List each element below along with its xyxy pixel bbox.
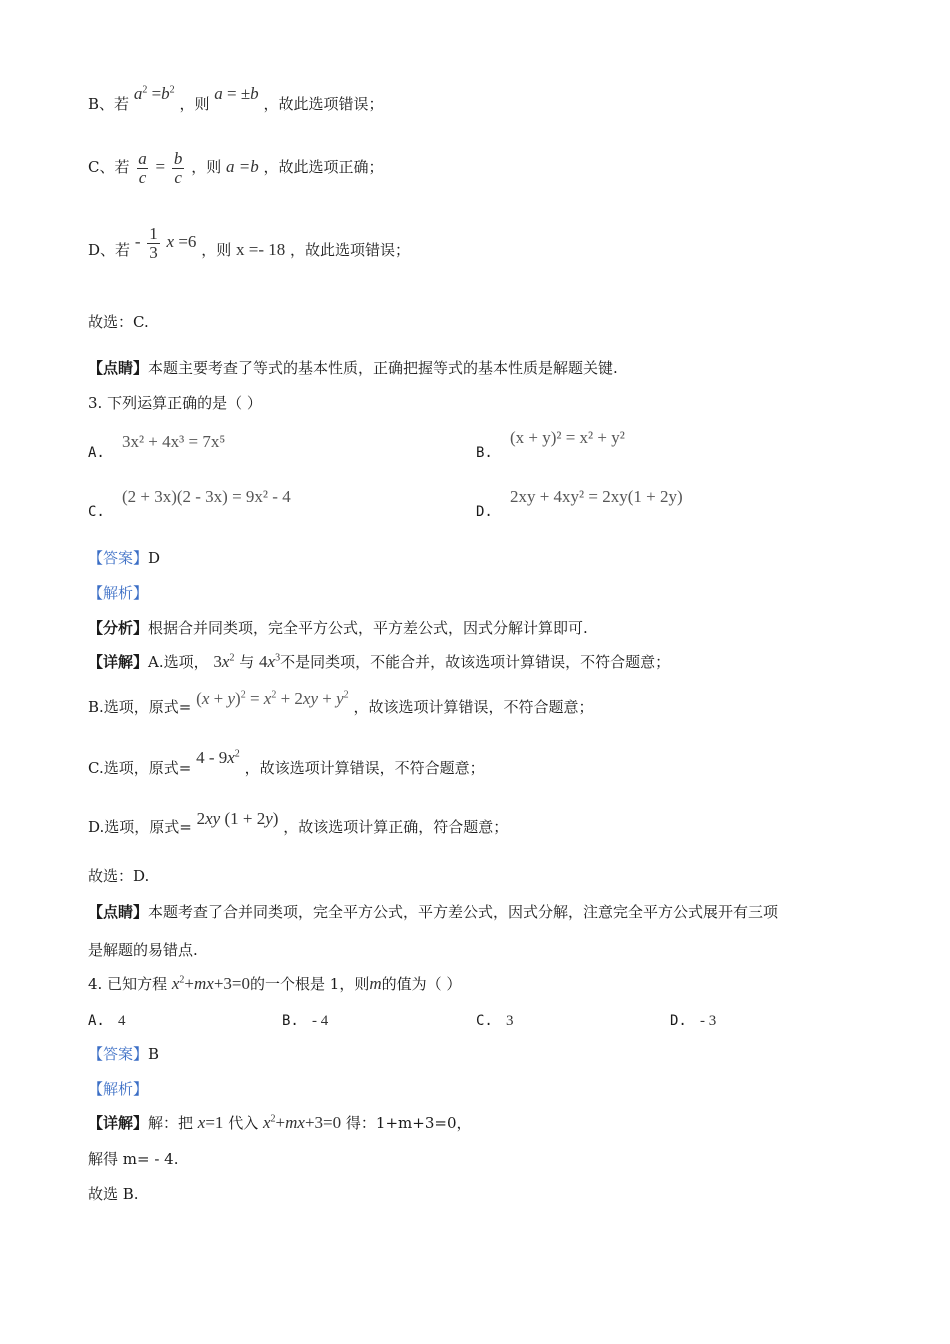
q4-stem: 4. 已知方程 $x^2+mx+3=0$的一个根是 1，则m的值为（ ）	[88, 974, 462, 993]
fraction-a-over-c: $\frac{a}{c}$	[138, 148, 147, 187]
q2-comment: 【点睛】本题主要考查了等式的基本性质，正确把握等式的基本性质是解题关键.	[88, 359, 618, 377]
q2-option-b: B、若 $a^2 =b^2$ ，则 a = ±b ，故此选项错误；	[88, 84, 384, 113]
q2-d-condition: x =6	[166, 232, 197, 251]
q3-detail-d: D.选项，原式= 2xy (1 + 2y) ，故该选项计算正确，符合题意；	[88, 809, 509, 836]
q2-choice: 故选：C.	[88, 313, 149, 331]
fraction-b-over-c: $\frac{b}{c}$	[173, 148, 183, 187]
q4-choice: 故选 B.	[88, 1185, 139, 1203]
q4-answer: 【答案】B	[88, 1045, 160, 1063]
comment-label: 【点睛】	[88, 359, 149, 377]
q3-option-b: B. (x + y)² = x² + y²	[476, 428, 625, 461]
q4-option-d: D. - 3	[670, 1013, 717, 1029]
q3-comment-cont: 是解题的易错点.	[88, 941, 198, 959]
q3-answer: 【答案】D	[88, 549, 161, 567]
q3-comment: 【点睛】本题考查了合并同类项，完全平方公式，平方差公式，因式分解，注意完全平方公式展开有三项	[88, 903, 779, 921]
q2-option-d: D、若 - $\frac{1}{3}$ x =6 ，则 x =- 18 ，故此选项错误；	[88, 228, 410, 272]
q4-option-b: B. - 4	[282, 1013, 329, 1029]
q3-stem: 3. 下列运算正确的是（ ）	[88, 394, 262, 412]
q3-option-d: D. 2xy + 4xy² = 2xy(1 + 2y)	[476, 487, 683, 520]
q2-option-c: C、若 $\frac{a}{c}$ = $\frac{b}{c}$ ，则 a =b ，故此选项正确；	[88, 148, 384, 187]
q3-detail-c: C.选项，原式= $4 - 9x^2$ ，故该选项计算错误，不符合题意；	[88, 748, 485, 777]
q3-analysis-label: 【解析】	[88, 584, 149, 602]
q3-fenxi: 【分析】根据合并同类项，完全平方公式，平方差公式，因式分解计算即可.	[88, 619, 588, 637]
q2-b-condition: $a^2 =b^2$	[133, 84, 175, 103]
q3-detail-b: B.选项，原式= $(x + y)^2 = x^2 + 2xy + y^2$ ，故该选项计算错误，不符合题意；	[88, 689, 594, 716]
q4-option-a: A. 4	[88, 1013, 126, 1029]
q4-detail: 【详解】解：把 x=1 代入 $x^2+mx+3=0$ 得：1+m+3=0，	[88, 1113, 472, 1132]
q3-option-a: A. 3x² + 4x³ = 7x⁵	[88, 432, 226, 461]
q4-option-c: C. 3	[476, 1013, 514, 1029]
q3-choice: 故选：D.	[88, 867, 150, 885]
q3-detail-a: 【详解】A.选项， $3x^2$ 与 $4x^3$不是同类项，不能合并，故该选项计算错误，不符合题意；	[88, 652, 671, 671]
fraction-one-third: $\frac{1}{3}$	[149, 223, 158, 262]
q3-option-c: C. (2 + 3x)(2 - 3x) = 9x² - 4	[88, 487, 291, 520]
q4-analysis-label: 【解析】	[88, 1080, 149, 1098]
q2-b-conclusion: a = ±b	[214, 84, 259, 103]
q4-solve: 解得 m= - 4.	[88, 1150, 179, 1168]
